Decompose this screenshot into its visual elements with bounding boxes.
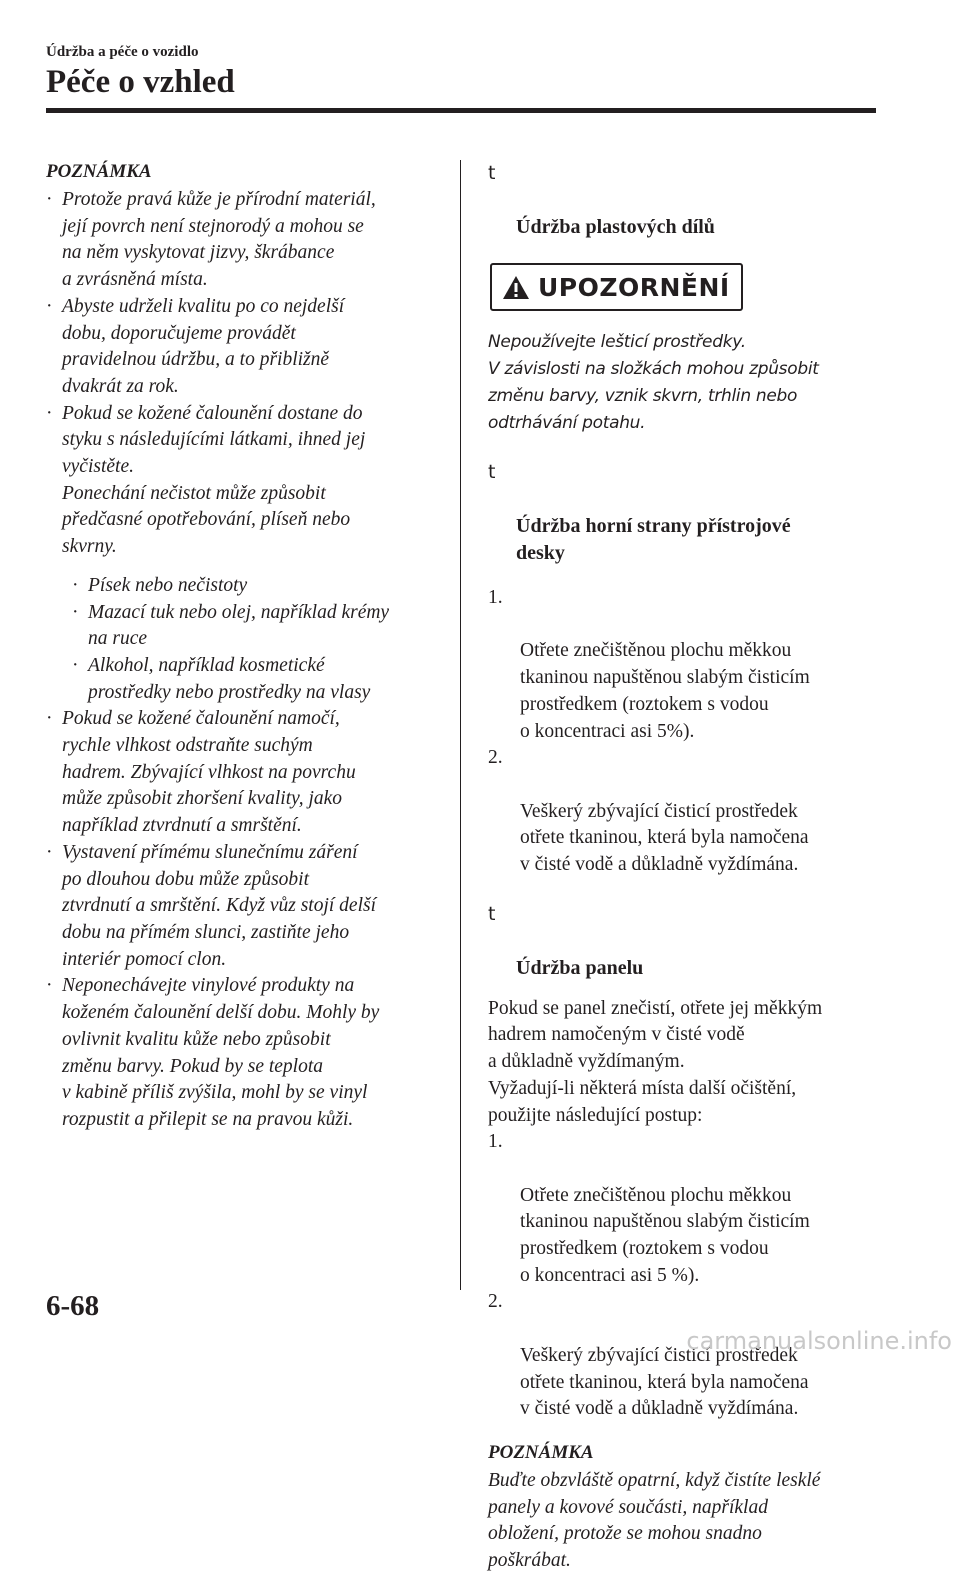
bullet-dot-icon: · [46, 975, 53, 997]
list-item [72, 573, 446, 600]
bullet-text: Protože pravá kůže je přírodní materiál, její povrch není stejnorodý a mohou se na něm vyskytovat jizvy, škrábance a zvrásněná místa. [62, 189, 376, 291]
section-heading-text: Údržba plastových dílů [516, 216, 715, 238]
bullet-text: Pokud se kožené čalounění dostane do styku s následujícími látkami, ihned jej vyčistěte. Ponechání nečistot může způsobit předčasné opotřebování, plíseň nebo skvrny. [62, 402, 366, 558]
list-item-text: Mazací tuk nebo olej, například krémy na ruce [88, 601, 390, 650]
warning-triangle-icon [502, 275, 530, 300]
warning-label: UPOZORNĚNÍ [538, 272, 730, 302]
bullet-dot-icon: · [72, 654, 79, 676]
step-number: 2. [488, 1291, 503, 1313]
bullet-text: Pokud se kožené čalounění namočí, rychle vlhkost odstraňte suchým hadrem. Zbývající vlhkost na povrchu může způsobit zhoršení kvality, jako například ztvrdnutí a smrštění. [62, 708, 356, 837]
section-heading-text: Údržba panelu [516, 956, 644, 979]
list-item [72, 653, 446, 706]
bullet-dot-icon: · [46, 189, 53, 210]
page-title: Péče o vzhled [46, 64, 235, 100]
list-item [488, 585, 888, 745]
list-item-text: Alkohol, například kosmetické prostředky nebo prostředky na vlasy [88, 654, 371, 703]
step-text: Otřete znečištěnou plochu měkkou tkaninou napuštěnou slabým čisticím prostředkem (roztokem s vodou o koncentraci asi 5 %). [520, 1184, 810, 1286]
step-number: 1. [488, 587, 503, 608]
left-column [46, 158, 446, 1134]
note-bullet-wet [46, 706, 446, 840]
list-item [488, 745, 888, 879]
note-bullet-maintenance [46, 294, 446, 401]
right-column [488, 158, 888, 1575]
warning-box [490, 263, 743, 311]
note-bullet-natural-material [46, 187, 446, 294]
column-divider [460, 160, 461, 1290]
panel-intro: Pokud se panel znečistí, otřete jej měkkým hadrem namočeným v čisté vodě a důkladně vyždímaným. Vyžadují-li některá místa další očištění, použijte následující postup: [488, 997, 823, 1126]
page-number: 6-68 [46, 1290, 100, 1322]
section-heading-plastic [488, 160, 888, 241]
list-item [488, 1289, 888, 1423]
header-rule [46, 108, 876, 113]
bullet-text: Abyste udrželi kvalitu po co nejdelší dobu, doporučujeme provádět pravidelnou údržbu, a to přibližně dvakrát za rok. [62, 295, 345, 397]
section-heading-dashboard [488, 459, 888, 567]
list-item [488, 1129, 888, 1289]
note-heading: POZNÁMKA [488, 1441, 594, 1463]
step-text: Veškerý zbývající čisticí prostředek otřete tkaninou, která byla namočena v čisté vodě a důkladně vyždímána. [520, 1344, 809, 1420]
substance-list [46, 573, 446, 707]
step-text: Otřete znečištěnou plochu měkkou tkaninou napuštěnou slabým čisticím prostředkem (roztokem s vodou o koncentraci asi 5%). [520, 640, 810, 742]
step-text: Veškerý zbývající čisticí prostředek otřete tkaninou, která byla namočena v čisté vodě a důkladně vyždímána. [520, 800, 809, 876]
section-heading-panel [488, 901, 888, 982]
step-number: 2. [488, 747, 503, 769]
section-marker-icon: t [488, 461, 496, 483]
bullet-dot-icon: · [72, 574, 79, 596]
note-heading: POZNÁMKA [46, 161, 152, 182]
section-marker-icon: t [488, 162, 496, 184]
breadcrumb: Údržba a péče o vozidlo [46, 44, 199, 60]
bullet-dot-icon: · [46, 295, 53, 317]
bullet-text: Neponechávejte vinylové produkty na koženém čalounění delší dobu. Mohly by ovlivnit kvalitu kůže nebo způsobit změnu barvy. Pokud by se teplota v kabině příliš zvýšila, mohl by se vinyl rozpustit a přilepit se na pravou kůži. [62, 975, 380, 1130]
step-number: 1. [488, 1131, 503, 1153]
bullet-dot-icon: · [46, 708, 53, 730]
dashboard-steps [488, 585, 888, 879]
bullet-dot-icon: · [72, 601, 79, 623]
note-bullet-vinyl [46, 973, 446, 1133]
bullet-dot-icon: · [46, 841, 53, 863]
list-item [72, 600, 446, 653]
watermark: carmanualsonline.info [686, 1327, 952, 1355]
note-text: Buďte obzvláště opatrní, když čistíte lesklé panely a kovové součásti, například obložení, protože se mohou snadno poškrábat. [488, 1469, 821, 1572]
bullet-text: Vystavení přímému slunečnímu záření po dlouhou dobu může způsobit ztvrdnutí a smrštění. Když vůz stojí delší dobu na přímém slunci, zastiňte jeho interiér pomocí clon. [62, 841, 376, 970]
section-marker-icon: t [488, 902, 496, 925]
warning-text: Nepoužívejte lešticí prostředky. V závislosti na složkách mohou způsobit změnu barvy, vznik skvrn, trhlin nebo odtrhávání potahu. [488, 332, 819, 433]
note-bullet-contact [46, 401, 446, 561]
bullet-dot-icon: · [46, 402, 53, 424]
list-item-text: Písek nebo nečistoty [88, 574, 248, 596]
section-heading-text: Údržba horní strany přístrojové desky [516, 515, 791, 564]
note-bullet-sunlight [46, 840, 446, 974]
